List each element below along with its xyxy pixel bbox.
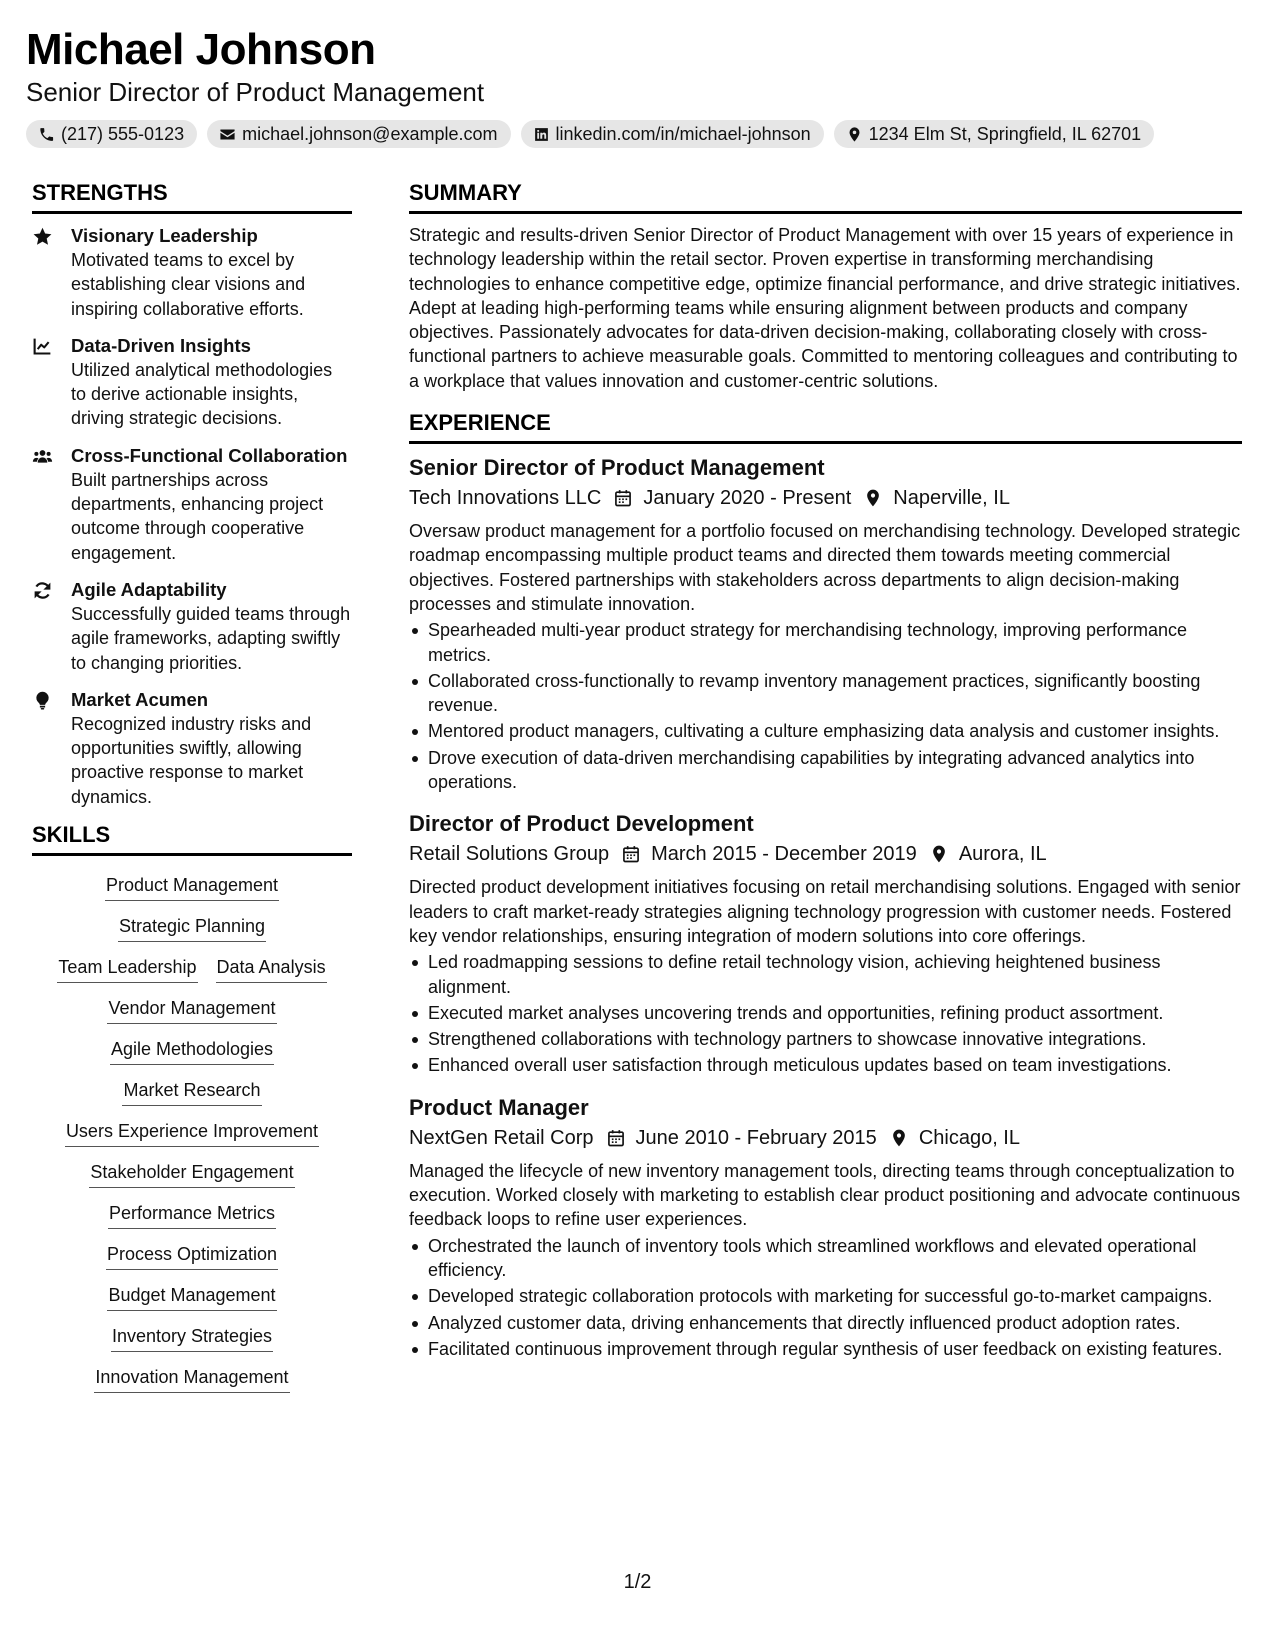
users-icon [32,446,53,467]
strengths-list [32,224,352,809]
job-description: Managed the lifecycle of new inventory management tools, directing teams through conceptualization to execution. Worked closely with marketing to establish clear product positioning and advocate continuous feedback loops to refine user experiences. [409,1160,1241,1230]
strength-name: Visionary Leadership [71,225,258,246]
skill-tag: Budget Management [107,1282,276,1311]
strength-name: Agile Adaptability [71,578,227,600]
strength-desc: Recognized industry risks and opportunities swiftly, allowing proactive response to market dynamics. [71,713,312,807]
skill-tag: Stakeholder Engagement [89,1159,294,1188]
strength-item [32,444,352,565]
strengths-heading: STRENGTHS [32,180,352,214]
skill-tag: Product Management [105,872,279,901]
job-bullet: Strengthened collaborations with technology partners to showcase innovative integrations. [409,1027,1242,1051]
skill-tag: Market Research [122,1077,261,1106]
job-entry [409,1094,1242,1361]
job-bullet: Spearheaded multi-year product strategy for merchandising technology, improving performance metrics. [409,618,1242,667]
skill-tag: Vendor Management [107,995,276,1024]
skills-list [32,872,352,1393]
strength-desc: Utilized analytical methodologies to derive actionable insights, driving strategic decisions. [71,359,333,429]
job-description: Oversaw product management for a portfolio focused on merchandising technology. Developed strategic roadmap encompassing multiple product teams and directed them towards meeting commercial objectives. Fostered partnerships with stakeholders across departments to align decision-making processes and stimulate innovation. [409,521,1241,614]
left-column [32,180,352,1393]
map-pin-icon [863,488,883,508]
strength-desc: Successfully guided teams through agile frameworks, adapting swiftly to changing priorities. [71,603,351,673]
resume-header [26,24,1249,148]
skill-tag: Innovation Management [94,1364,289,1393]
job-title: Senior Director of Product Management [409,455,825,481]
job-bullet: Executed market analyses uncovering trends and opportunities, refining product assortment. [409,1001,1242,1025]
skill-tag: Inventory Strategies [111,1323,273,1352]
skill-tag: Process Optimization [106,1241,278,1270]
job-bullet: Orchestrated the launch of inventory tools which streamlined workflows and elevated operational efficiency. [409,1234,1242,1283]
calendar-icon [613,488,633,508]
job-bullets [409,1234,1242,1361]
skill-tag: Agile Methodologies [110,1036,274,1065]
job-bullet: Collaborated cross-functionally to revamp inventory management practices, significantly boosting revenue. [409,669,1242,718]
map-pin-icon [889,1128,909,1148]
contact-bar [26,120,1249,148]
contact-address-text: 1234 Elm St, Springfield, IL 62701 [868,123,1142,144]
job-bullets [409,618,1242,794]
envelope-icon [219,126,236,143]
job-meta [409,1123,1242,1153]
job-dates: March 2015 - December 2019 [651,843,917,866]
strength-item [32,334,352,431]
star-icon [32,226,53,247]
job-company: NextGen Retail Corp [409,1126,594,1149]
strength-name: Cross-Functional Collaboration [71,444,348,466]
job-entry [409,810,1242,1077]
job-location: Naperville, IL [893,487,1010,510]
job-company: Tech Innovations LLC [409,487,602,510]
job-bullet: Enhanced overall user satisfaction through meticulous updates based on team investigations. [409,1053,1242,1077]
job-bullets [409,950,1242,1077]
candidate-title: Senior Director of Product Management [26,77,485,107]
phone-icon [38,126,55,143]
strength-name: Market Acumen [71,688,209,710]
job-bullet: Developed strategic collaboration protocols with marketing for successful go-to-market campaigns. [409,1284,1242,1308]
contact-linkedin[interactable] [521,120,824,148]
contact-email-text: michael.johnson@example.com [242,123,498,144]
calendar-icon [621,844,641,864]
job-meta [409,483,1242,513]
strength-name: Data-Driven Insights [71,334,251,356]
contact-phone-text: (217) 555-0123 [61,123,185,144]
job-title: Director of Product Development [409,811,754,837]
summary-heading: SUMMARY [409,180,1242,214]
job-bullet: Mentored product managers, cultivating a culture emphasizing data analysis and customer insights. [409,719,1242,743]
strength-item [32,224,352,321]
job-location: Chicago, IL [918,1126,1020,1149]
job-dates: June 2010 - February 2015 [635,1126,877,1149]
strength-item [32,688,352,809]
contact-email[interactable] [207,120,510,148]
skill-tag: Team Leadership [57,954,197,983]
job-description: Directed product development initiatives focusing on retail merchandising solutions. Engaged with senior leaders to craft market-ready strategies aligning technology progression with customer needs. Fostered key vendor relationships, ensuring integration of modern solutions into core offerings. [409,877,1241,946]
job-meta [409,839,1242,869]
job-title: Product Manager [409,1094,589,1120]
strength-desc: Built partnerships across departments, enhancing project outcome through cooperative engagement. [71,469,324,563]
sync-icon [32,580,53,601]
job-bullet: Led roadmapping sessions to define retail technology vision, achieving heightened business alignment. [409,950,1242,999]
skill-tag: Performance Metrics [108,1200,276,1229]
job-location: Aurora, IL [958,843,1047,866]
job-bullet: Drove execution of data-driven merchandising capabilities by integrating advanced analytics into operations. [409,746,1242,795]
job-entry [409,454,1242,794]
right-column [409,180,1242,1363]
map-pin-icon [846,126,863,143]
strength-item [32,578,352,675]
skill-tag: Strategic Planning [118,913,266,942]
contact-linkedin-text: linkedin.com/in/michael-johnson [555,123,811,144]
page-number: 1/2 [623,1571,652,1593]
job-dates: January 2020 - Present [643,487,852,510]
contact-phone[interactable] [26,120,197,148]
skill-tag: Data Analysis [216,954,327,983]
calendar-icon [606,1128,626,1148]
job-bullet: Analyzed customer data, driving enhancements that directly influenced product adoption rates. [409,1311,1242,1335]
skills-heading: SKILLS [32,822,352,856]
summary-text: Strategic and results-driven Senior Director of Product Management with over 15 years of experience in technology leadership within the retail sector. Proven expertise in transforming merchandising technologies to enhance competitive edge, optimize financial performance, and drive strategic initiatives. Adept at leading high-performing teams while ensuring alignment between products and company objectives. Passionately advocates for data-driven decision-making, collaborating closely with cross-functional partners to achieve measurable goals. Committed to mentoring colleagues and contributing to a workplace that values innovation and customer-centric solutions. [409,225,1241,391]
contact-address [834,120,1155,148]
experience-heading: EXPERIENCE [409,410,1242,444]
job-bullet: Facilitated continuous improvement through regular synthesis of user feedback on existing features. [409,1337,1242,1361]
job-company: Retail Solutions Group [409,843,610,866]
candidate-name: Michael Johnson [26,25,376,74]
skill-tag: Users Experience Improvement [65,1118,319,1147]
strength-desc: Motivated teams to excel by establishing clear visions and inspiring collaborative efforts. [71,250,306,319]
linkedin-icon [533,126,550,143]
chart-line-icon [32,336,53,357]
lightbulb-icon [32,690,53,711]
map-pin-icon [929,844,949,864]
